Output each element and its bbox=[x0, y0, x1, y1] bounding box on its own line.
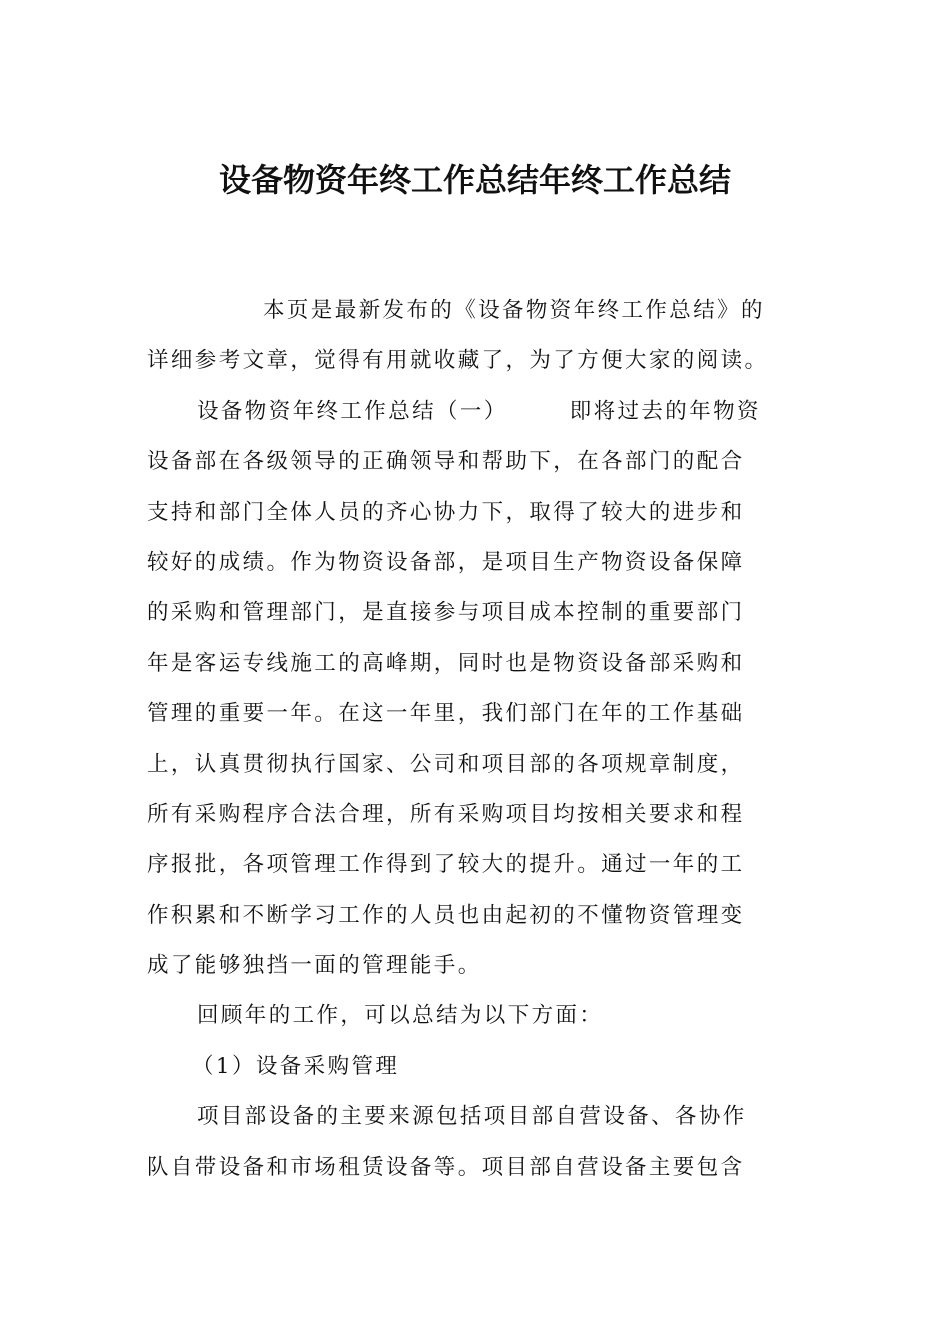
paragraph-line: 本页是最新发布的《设备物资年终工作总结》的 bbox=[263, 298, 765, 323]
paragraph-line: 年是客运专线施工的高峰期，同时也是物资设备部采购和 bbox=[147, 650, 745, 676]
document-title: 设备物资年终工作总结年终工作总结 bbox=[218, 161, 731, 199]
paragraph-line: 成了能够独挡一面的管理能手。 bbox=[147, 953, 482, 979]
document-body bbox=[147, 286, 807, 1193]
paragraph-line: 回顾年的工作，可以总结为以下方面： bbox=[197, 1003, 604, 1029]
paragraph-line: 管理的重要一年。在这一年里，我们部门在年的工作基础 bbox=[147, 701, 745, 727]
paragraph-line: 支持和部门全体人员的齐心协力下，取得了较大的进步和 bbox=[147, 499, 745, 525]
paragraph-line: 详细参考文章，觉得有用就收藏了，为了方便大家的阅读。 bbox=[147, 348, 769, 374]
paragraph-line: 序报批，各项管理工作得到了较大的提升。通过一年的工 bbox=[147, 852, 745, 878]
section-heading: （1）设备采购管理 bbox=[192, 1053, 400, 1079]
paragraph-line: 作积累和不断学习工作的人员也由起初的不懂物资管理变 bbox=[147, 902, 745, 928]
paragraph-line: 所有采购程序合法合理，所有采购项目均按相关要求和程 bbox=[147, 801, 745, 827]
paragraph-line: 的采购和管理部门，是直接参与项目成本控制的重要部门 bbox=[147, 600, 745, 626]
paragraph-text-inline: 即将过去的年物资 bbox=[569, 398, 761, 424]
paragraph-line: 队自带设备和市场租赁设备等。项目部自营设备主要包含 bbox=[147, 1154, 745, 1180]
section-heading-inline: 设备物资年终工作总结（一） bbox=[197, 398, 508, 424]
paragraph-line: 设备部在各级领导的正确领导和帮助下，在各部门的配合 bbox=[147, 449, 745, 475]
paragraph-line: 上，认真贯彻执行国家、公司和项目部的各项规章制度， bbox=[147, 751, 745, 777]
paragraph-line: 项目部设备的主要来源包括项目部自营设备、各协作 bbox=[197, 1104, 747, 1130]
paragraph-line bbox=[147, 387, 807, 437]
paragraph-line: 较好的成绩。作为物资设备部，是项目生产物资设备保障 bbox=[147, 549, 745, 575]
